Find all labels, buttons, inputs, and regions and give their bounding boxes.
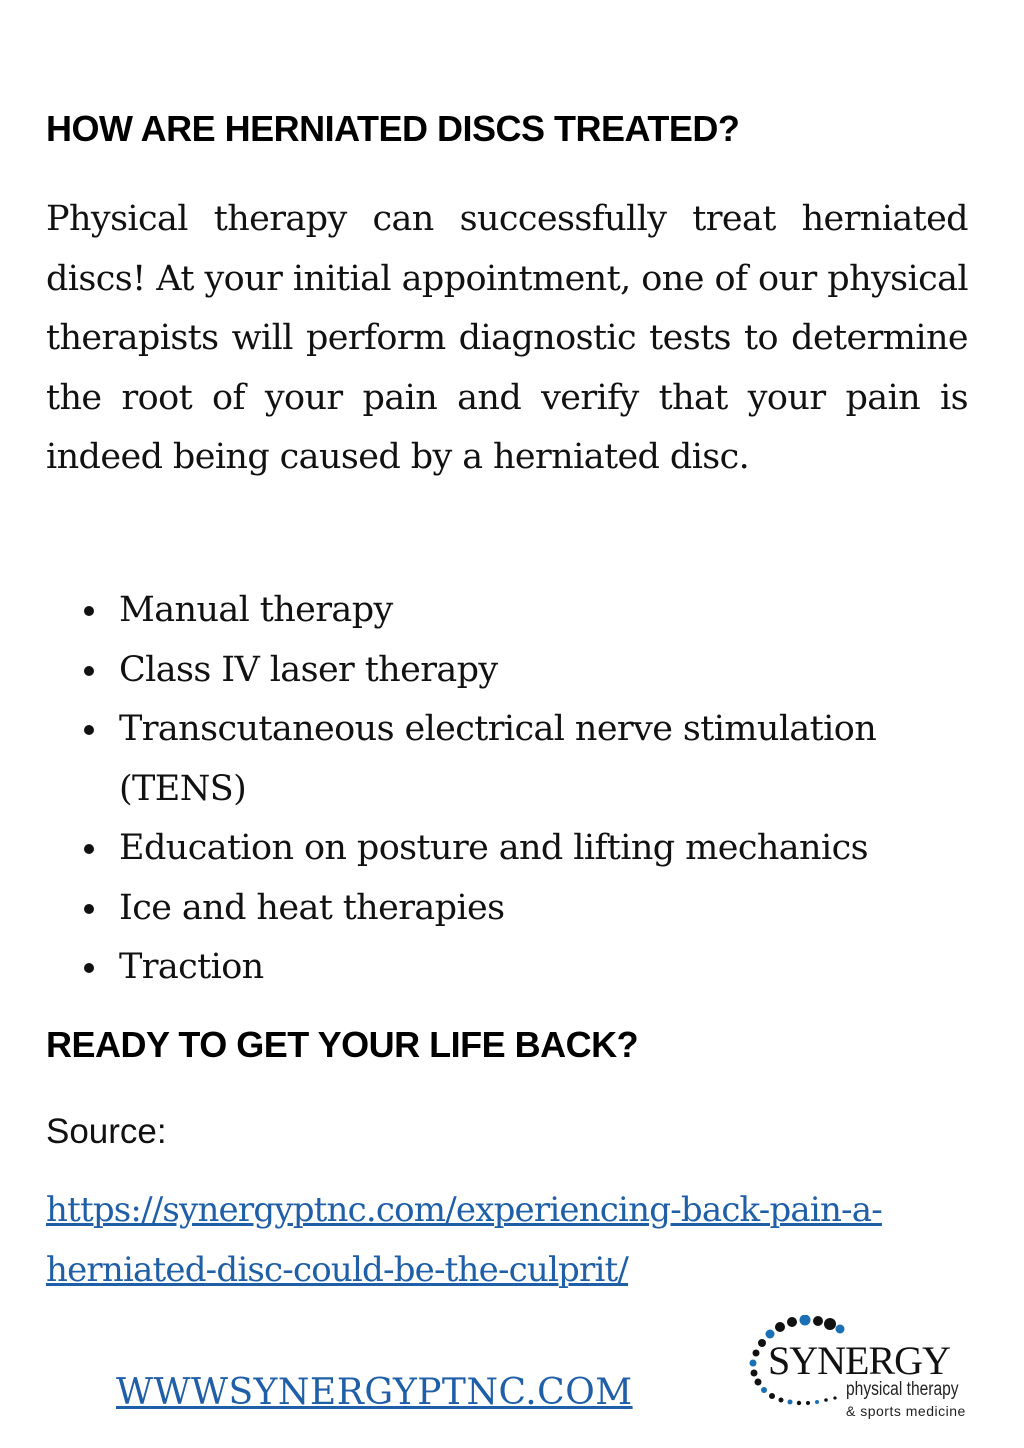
logo-dot (787, 1317, 797, 1327)
list-item-label: Transcutaneous electrical nerve stimulation (TENS) (119, 709, 877, 809)
section-heading-treatment: HOW ARE HERNIATED DISCS TREATED? (46, 108, 740, 149)
logo-dot (751, 1370, 758, 1377)
list-item (46, 819, 986, 879)
source-link[interactable]: https://synergyptnc.com/experiencing-back-pain-a-herniated-disc-could-be-the-culprit/ (46, 1190, 882, 1290)
bullet-icon (84, 904, 94, 914)
logo-dot (836, 1325, 845, 1334)
bullet-icon (84, 725, 94, 735)
logo-dot (779, 1398, 784, 1403)
logo-dot (824, 1398, 828, 1402)
logo-dot (824, 1318, 836, 1330)
section-heading-cta: READY TO GET YOUR LIFE BACK? (46, 1024, 639, 1065)
bullet-icon (84, 606, 94, 616)
intro-paragraph: Physical therapy can successfully treat herniated discs! At your initial appointment, one of our physical therapists will perform diagnostic tests to determine the root of your pain and verify that your pain is indeed being caused by a herniated disc. (46, 199, 968, 477)
list-item-label: Class IV laser therapy (119, 649, 498, 690)
logo-dot (813, 1316, 823, 1326)
list-item-label: Education on posture and lifting mechanics (119, 828, 868, 868)
logo-dot (769, 1393, 775, 1399)
list-item (46, 938, 986, 998)
logo-dot (797, 1401, 801, 1405)
list-item (46, 700, 986, 819)
logo-dot (761, 1387, 767, 1393)
list-item-label: Traction (119, 947, 264, 987)
treatment-list (46, 581, 986, 998)
logo-tagline-2: & sports medicine (846, 1403, 966, 1419)
list-item (46, 879, 986, 939)
list-item-label: Manual therapy (119, 590, 393, 630)
list-item (46, 641, 986, 701)
bullet-icon (84, 844, 94, 854)
logo-dot (833, 1396, 836, 1399)
logo-dot (800, 1315, 811, 1326)
logo-dot (775, 1322, 785, 1332)
list-item (46, 581, 986, 641)
logo-wordmark: SYNERGY (768, 1338, 950, 1383)
logo-dot (788, 1400, 793, 1405)
website-link[interactable]: WWWSYNERGYPTNC.COM (116, 1372, 633, 1413)
list-item-label: Ice and heat therapies (119, 887, 505, 928)
bullet-icon (84, 963, 94, 973)
logo-dot (815, 1400, 819, 1404)
bullet-icon (84, 666, 94, 676)
logo-tagline-1: physical therapy (846, 1379, 959, 1400)
logo-dot (806, 1401, 810, 1405)
logo-dot (750, 1360, 757, 1367)
logo-dot (758, 1339, 766, 1347)
logo-dot (753, 1350, 760, 1357)
synergy-logo (740, 1315, 990, 1425)
logo-dot (755, 1379, 762, 1386)
source-label: Source: (46, 1112, 167, 1151)
